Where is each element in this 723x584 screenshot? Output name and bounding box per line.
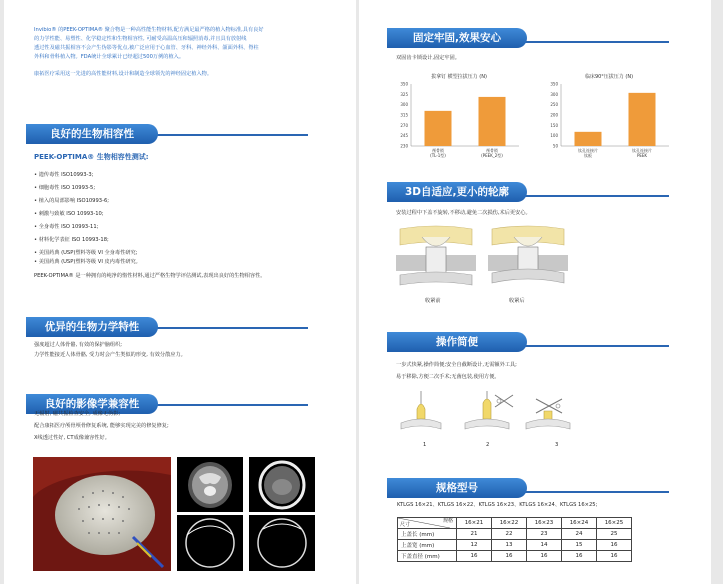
imaging-line-1: 无辐射, 磁共振检查安全, 成像无伪影; [34, 411, 121, 417]
operation-line-2: 易于移除,方便二次手术;无菌包装,使用方便。 [396, 374, 500, 380]
imaging-line-2: 配合康拓医疗颅骨颅骨修复系统, 能够实现完美的修复修复; [34, 423, 169, 429]
y-tick-label: 200 [550, 112, 558, 118]
imaging-line-3: X线透过性好, CT成像兼容性好。 [34, 435, 110, 441]
bullet-1: • 遗传毒性 ISO10993-3; [34, 172, 94, 178]
illustration-after [488, 225, 568, 293]
biomech-line-2: 力学性能接近人体骨骼, 受力时会产生类似的形变, 有效分散应力。 [34, 352, 186, 358]
bullet-2: • 细胞毒性 ISO 10993-5; [34, 185, 96, 191]
y-tick-label: 300 [550, 91, 558, 97]
header-corner [398, 518, 457, 529]
section-title-biocompat: 良好的生物相容性 [26, 124, 158, 144]
table-row [398, 551, 632, 562]
step-3-illustration [522, 389, 578, 435]
x-tick-label: 颅骨锁 [486, 148, 498, 153]
row-label: 上盖长 (mm) [398, 529, 457, 540]
column-header: 16×24 [562, 518, 597, 529]
bullet-6: • 材料化学表征 ISO 10993-18; [34, 237, 109, 243]
table-cell: 16 [597, 540, 632, 551]
y-tick-label: 250 [550, 102, 558, 108]
section-title-specs: 规格型号 [387, 478, 527, 498]
bar [629, 93, 656, 146]
y-tick-label: 350 [550, 81, 558, 87]
bar [575, 132, 602, 146]
bar [479, 97, 506, 146]
column-header: 16×21 [457, 518, 492, 529]
left-page [4, 0, 356, 584]
ct-image-1 [249, 457, 315, 512]
table-cell: 25 [597, 529, 632, 540]
intro-line-2: 的力学性能、易塑性、化学稳定性和生物相容性, 可耐受高温高压和辐照消毒,并且具有放射线 [34, 36, 247, 42]
intro-line-4: 外科和骨科植入物。FDA统计全球累计已经超过500万例的植入。 [34, 54, 185, 60]
mri-image-1 [177, 457, 243, 512]
column-header: 16×25 [597, 518, 632, 529]
spec-models: KTLGS 16×21、KTLGS 16×22、KTLGS 16×23、KTLGS 16×24、KTLGS 16×25; [397, 502, 598, 508]
table-cell: 15 [562, 540, 597, 551]
biocompat-subtitle: PEEK-OPTIMA® 生物相容性测试: [34, 153, 149, 161]
illustration-before [396, 225, 476, 293]
x-tick-label: 钛板 [584, 153, 592, 158]
step-3-label: 3 [555, 442, 559, 448]
chart-pullout-lateral [389, 68, 529, 168]
y-tick-label: 315 [400, 112, 408, 118]
step-1-label: 1 [423, 442, 427, 448]
x-tick-label: 钛孔连接片 [632, 148, 652, 153]
step-1-illustration [399, 389, 443, 435]
header-corner-top: 规格 [442, 518, 453, 524]
section-title-easy-operation: 操作简便 [387, 332, 527, 352]
bar [425, 111, 452, 146]
table-cell: 12 [457, 540, 492, 551]
chart2-title: 临床90°压拔压力 (N) [584, 74, 634, 80]
column-header: 16×22 [492, 518, 527, 529]
y-tick-label: 150 [550, 122, 558, 128]
fixation-line: 双固齿卡锁设计,固定牢固。 [396, 55, 460, 61]
caption-before: 收紧前 [425, 298, 441, 304]
operation-line-1: 一步式快紧,操作简便;安全自截断设计,无需额外工具; [396, 362, 517, 368]
y-tick-label: 50 [552, 143, 558, 149]
bullet-7: • 美国药典 (USP)塑料等级 VI 全身毒性研究; [34, 250, 138, 256]
y-tick-label: 100 [550, 133, 558, 139]
table-row [398, 540, 632, 551]
table-cell: 22 [492, 529, 527, 540]
table-cell: 16 [457, 551, 492, 562]
section-title-fixation: 固定牢固,效果安心 [387, 28, 527, 48]
x-tick-label: (PEEK_2型) [481, 153, 503, 158]
header-corner-bottom: 尺寸 [400, 522, 411, 528]
table-cell: 14 [527, 540, 562, 551]
table-cell: 13 [492, 540, 527, 551]
section-title-biomechanics: 优异的生物力学特性 [26, 317, 158, 337]
chart-pullout-90 [539, 68, 679, 168]
bullet-4: • 刺激与致敏 ISO 10993-10; [34, 211, 104, 217]
table-header-row [398, 518, 632, 529]
row-label: 下盖直径 (mm) [398, 551, 457, 562]
table-cell: 16 [562, 551, 597, 562]
caption-after: 收紧后 [509, 298, 525, 304]
bullet-8: • 美国药典 (USP)塑料等级 VI 皮内毒性研究。 [34, 259, 141, 265]
table-cell: 24 [562, 529, 597, 540]
step-2-label: 2 [486, 442, 490, 448]
table-cell: 16 [492, 551, 527, 562]
table-cell: 16 [527, 551, 562, 562]
bullet-5: • 全身毒性 ISO 10993-11; [34, 224, 99, 230]
x-tick-label: 颅骨锁 [432, 148, 444, 153]
section-title-imaging: 良好的影像学兼容性 [26, 394, 158, 414]
x-tick-label: PEEK [636, 153, 648, 158]
column-header: 16×23 [527, 518, 562, 529]
step-2-illustration [459, 389, 515, 435]
intro-line-3: 透过性及磁共振相容不会产生伪影等优点,被广泛应用于心血管、牙科、神经外科、颌面外科、脊柱 [34, 45, 259, 51]
table-row [398, 529, 632, 540]
y-tick-label: 300 [400, 102, 408, 108]
y-tick-label: 230 [400, 143, 408, 149]
table-cell: 23 [527, 529, 562, 540]
x-tick-label: (TL-1型) [430, 153, 446, 158]
y-tick-label: 270 [400, 122, 408, 128]
chart1-title: 拔拿钉 横型拉拔压力 (N) [431, 74, 487, 80]
biomech-line-1: 强度超过人体骨骼, 有效的保护脑组织; [34, 342, 123, 348]
surgery-photo [33, 457, 171, 571]
y-tick-label: 245 [400, 133, 408, 139]
ct-image-3 [249, 515, 315, 571]
row-label: 上盖宽 (mm) [398, 540, 457, 551]
y-tick-label: 350 [400, 81, 408, 87]
x-tick-label: 钛孔连接片 [578, 148, 598, 153]
intro-line-5: 康拓医疗采用这一先进的高性能材料,设计和制造全球领先的神经固定植入物。 [34, 71, 213, 77]
spec-table [397, 517, 632, 562]
adaptive-line: 安装过程中下盖不旋转,不移动,避免二次损伤,术后更安心。 [396, 210, 531, 216]
bullet-3: • 植入的局部影响 ISO10993-6; [34, 198, 109, 204]
table-cell: 16 [597, 551, 632, 562]
biocompat-note: PEEK-OPTIMA® 是一种拥有的纯净的惰性材料,通过严格生物学评估测试,表现出良好的生物相容性。 [34, 273, 266, 279]
ct-image-2 [177, 515, 243, 571]
intro-line-1: Invibio® 的PEEK-OPTIMA® 聚合物是一种高性能生物材料,配方满足最严格的植入物标准,具有良好 [34, 27, 264, 33]
table-cell: 21 [457, 529, 492, 540]
y-tick-label: 325 [400, 91, 408, 97]
section-title-3d-adaptive: 3D自适应,更小的轮廓 [387, 182, 527, 202]
right-page [359, 0, 711, 584]
